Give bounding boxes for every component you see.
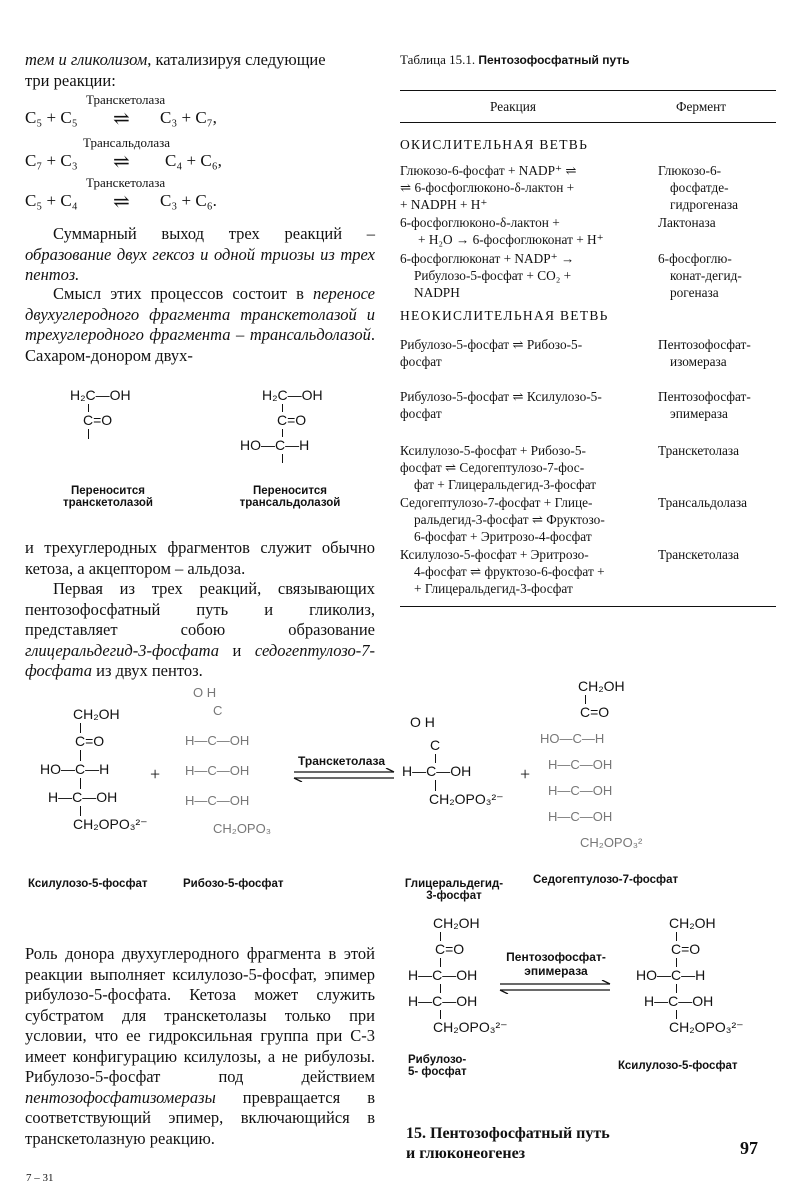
ox-3-r-1: Рибулозо-5-фосфат + CO₂ + bbox=[414, 268, 572, 283]
s1-sedo-l1: CH₂OH bbox=[578, 678, 625, 694]
ox-2-r-0: 6-фосфоглюконо-δ-лактон + bbox=[400, 215, 560, 230]
fragment-a-structure bbox=[70, 387, 131, 439]
ox-1-r-1: ⇌ 6-фосфоглюконо-δ-лактон + bbox=[400, 180, 575, 195]
fragment-b-caption1: Переносится bbox=[253, 485, 327, 497]
role-paragraph bbox=[25, 944, 375, 1149]
section-oxidative: ОКИСЛИТЕЛЬНАЯ ВЕТВЬ bbox=[400, 137, 589, 152]
reaction-1-right: C₃ + C₇, bbox=[160, 108, 217, 127]
reaction-1-arrow: ⇌ bbox=[113, 108, 130, 130]
chapter-heading-line2: и глюконеогенез bbox=[406, 1145, 526, 1162]
s1-ribose-structure bbox=[185, 684, 271, 838]
meaning-paragraph bbox=[25, 284, 375, 366]
first-reaction-paragraph bbox=[25, 579, 375, 682]
s2-ribu-l1: CH₂OH bbox=[433, 915, 480, 931]
table-title-name: Пентозофосфатный путь bbox=[478, 53, 630, 67]
s2-xylu-l2: C=O bbox=[671, 941, 701, 957]
s1-xylu-l4: H—C—OH bbox=[48, 789, 118, 805]
nonox-5-r-0: Ксилулозо-5-фосфат + Эритрозо- bbox=[400, 547, 589, 562]
nonox-row-2-enzyme bbox=[658, 388, 751, 422]
nonox-row-5-enzyme bbox=[658, 546, 739, 563]
intro-rest: , катализируя следующие bbox=[147, 50, 326, 69]
role-tail: превращается в соответствующий эпимер, включающийся в транскетолазную реакцию. bbox=[25, 1087, 375, 1148]
table-bottom-rule bbox=[400, 606, 776, 607]
ox-row-1-enzyme bbox=[658, 162, 738, 213]
s1-gap-l4: CH₂OPO₃²⁻ bbox=[429, 791, 504, 807]
s1-sedo-l3: HO—C—H bbox=[540, 731, 605, 746]
summary-paragraph bbox=[25, 224, 375, 286]
reaction-2-right: C₄ + C₆, bbox=[165, 151, 222, 170]
s1-sedo-l2: C=O bbox=[580, 704, 610, 720]
s2-enzyme-label bbox=[500, 950, 612, 978]
first-italic-1: глицеральдегид-3-фосфата bbox=[25, 640, 219, 660]
fragment-a-caption2: транскетолазой bbox=[63, 497, 153, 509]
s1-gap-l1: O H bbox=[410, 714, 435, 730]
reaction-2-left: C₇ + C₃ bbox=[25, 151, 78, 170]
nonox-5-e-0: Транскетолаза bbox=[658, 547, 740, 562]
ox-row-3-enzyme bbox=[658, 250, 742, 301]
fragment-a-caption1: Переносится bbox=[71, 485, 145, 497]
nonox-row-2-reaction bbox=[400, 388, 650, 422]
ox-1-r-2: + NADPH + H⁺ bbox=[400, 197, 488, 212]
s1-sedo-l4: H—C—OH bbox=[548, 757, 613, 772]
s1-plus-1: + bbox=[150, 764, 161, 784]
first-and: и bbox=[219, 640, 255, 660]
s1-sedo-structure bbox=[540, 678, 642, 851]
s2-xylu-l5: CH₂OPO₃²⁻ bbox=[669, 1019, 744, 1035]
nonox-row-5-reaction bbox=[400, 546, 650, 597]
s2-equilibrium-arrow-icon bbox=[498, 980, 614, 994]
s1-gap-caption2: 3-фосфат bbox=[426, 890, 482, 902]
table-header-enzyme: Фермент bbox=[676, 99, 727, 114]
reaction-2-arrow: ⇌ bbox=[113, 151, 130, 173]
s2-ribu-l3: H—C—OH bbox=[408, 967, 478, 983]
s2-ribu-l2: C=O bbox=[435, 941, 465, 957]
ox-1-e-2: гидрогеназа bbox=[670, 197, 738, 212]
s1-ribose-l1: O H bbox=[193, 685, 217, 700]
intro-line2: три реакции: bbox=[25, 70, 116, 90]
nonox-2-e-0: Пентозофосфат- bbox=[658, 389, 751, 404]
nonox-3-r-0: Ксилулозо-5-фосфат + Рибозо-5- bbox=[400, 443, 586, 458]
nonox-row-3-enzyme bbox=[658, 442, 739, 459]
reaction-3-right: C₃ + C₆. bbox=[160, 191, 217, 210]
fragment-b-line3: HO—C—H bbox=[240, 437, 310, 453]
s2-xylu-l1: CH₂OH bbox=[669, 915, 716, 931]
s2-ribulose-structure bbox=[400, 915, 508, 1036]
page-number: 97 bbox=[740, 1138, 758, 1158]
nonox-1-r-1: фосфат bbox=[400, 354, 442, 369]
fragment-b-structure bbox=[240, 387, 323, 463]
s1-xylu-l2: C=O bbox=[75, 733, 105, 749]
s1-xylulose-structure bbox=[40, 706, 148, 833]
fragment-a-line2: C=O bbox=[83, 412, 113, 428]
s1-gap-l3: H—C—OH bbox=[402, 763, 472, 779]
ox-3-r-0: 6-фосфоглюконат + NADP⁺ → bbox=[400, 251, 575, 266]
fragment-a-line1: H₂C—OH bbox=[70, 387, 131, 403]
s1-xylu-l3: HO—C—H bbox=[40, 761, 110, 777]
nonox-4-r-1: ральдегид-3-фосфат ⇌ Фруктозо- bbox=[414, 512, 605, 527]
reaction-1-left: C₅ + C₅ bbox=[25, 108, 78, 127]
table-header-rule bbox=[400, 122, 776, 123]
s2-xylulose-structure bbox=[636, 915, 744, 1036]
nonox-5-r-1: 4-фосфат ⇌ фруктозо-6-фосфат + bbox=[414, 564, 605, 579]
s1-gap-l2: C bbox=[430, 737, 441, 753]
intro-paragraph bbox=[25, 50, 375, 91]
s2-xylu-l4: H—C—OH bbox=[644, 993, 714, 1009]
nonox-row-1-reaction bbox=[400, 336, 650, 370]
nonox-5-r-2: + Глицеральдегид-3-фосфат bbox=[414, 581, 573, 596]
nonox-row-4-enzyme bbox=[658, 494, 747, 511]
reaction-3-left: C₅ + C₄ bbox=[25, 191, 78, 210]
s1-sedo-l7: CH₂OPO₃² bbox=[580, 835, 643, 850]
s2-xylu-l3: HO—C—H bbox=[636, 967, 706, 983]
nonox-3-r-2: фат + Глицеральдегид-3-фосфат bbox=[414, 477, 597, 492]
nonox-row-1-enzyme bbox=[658, 336, 751, 370]
s2-enzyme-line2: эпимераза bbox=[524, 964, 588, 978]
s1-sedo-l5: H—C—OH bbox=[548, 783, 613, 798]
ox-1-e-0: Глюкозо-6- bbox=[658, 163, 722, 178]
reaction-3-arrow: ⇌ bbox=[113, 191, 130, 213]
ox-3-e-1: конат-дегид- bbox=[670, 268, 742, 283]
ox-2-e-0: Лактоназа bbox=[658, 215, 716, 230]
nonox-2-r-1: фосфат bbox=[400, 406, 442, 421]
ox-3-e-2: рогеназа bbox=[670, 285, 719, 300]
nonox-2-e-1: эпимераза bbox=[670, 406, 728, 421]
fragment-a-caption bbox=[58, 485, 158, 509]
ox-row-1-reaction bbox=[400, 162, 650, 213]
fragment-b-caption bbox=[225, 485, 355, 509]
s2-xylulose-caption: Ксилулозо-5-фосфат bbox=[618, 1060, 738, 1072]
s1-ribose-l3: H—C—OH bbox=[185, 733, 250, 748]
nonox-row-3-reaction bbox=[400, 442, 650, 493]
ox-3-e-0: 6-фосфоглю- bbox=[658, 251, 732, 266]
s1-xylu-l5: CH₂OPO₃²⁻ bbox=[73, 816, 148, 832]
nonox-1-r-0: Рибулозо-5-фосфат ⇌ Рибозо-5- bbox=[400, 337, 583, 352]
s2-ribu-caption2: 5- фосфат bbox=[408, 1066, 467, 1078]
s1-ribose-l5: H—C—OH bbox=[185, 793, 250, 808]
reaction-3-enzyme: Транскетолаза bbox=[86, 175, 166, 190]
nonox-4-r-2: 6-фосфат + Эритрозо-4-фосфат bbox=[414, 529, 592, 544]
s1-gap-structure bbox=[402, 714, 504, 808]
continuation-paragraph: и трехуглеродных фрагментов служит обычно кетоза, а акцептором – альдоза. bbox=[25, 538, 375, 578]
first-tail: из двух пентоз. bbox=[92, 661, 203, 680]
role-italic: пентозофосфатизомеразы bbox=[25, 1087, 216, 1107]
fragment-b-caption2: трансальдолазой bbox=[239, 497, 341, 509]
chapter-heading-line1: 15. Пентозофосфатный путь bbox=[406, 1125, 610, 1142]
ox-2-r-1: + H₂O → 6-фосфоглюконат + H⁺ bbox=[418, 232, 604, 247]
nonox-4-e-0: Трансальдолаза bbox=[658, 495, 747, 510]
intro-italic: тем и гликолизом bbox=[25, 50, 148, 69]
s1-ribose-l2: C bbox=[213, 703, 223, 718]
nonox-3-e-0: Транскетолаза bbox=[658, 443, 740, 458]
nonox-1-e-0: Пентозофосфат- bbox=[658, 337, 751, 352]
s1-xylu-l1: CH₂OH bbox=[73, 706, 120, 722]
ox-row-2-enzyme bbox=[658, 214, 716, 231]
fragment-b-line2: C=O bbox=[277, 412, 307, 428]
s2-ribulose-caption bbox=[408, 1054, 467, 1078]
s1-enzyme-label: Транскетолаза bbox=[298, 754, 385, 768]
s2-ribu-l5: CH₂OPO₃²⁻ bbox=[433, 1019, 508, 1035]
s1-gap-caption1: Глицеральдегид- bbox=[404, 878, 504, 890]
summary-italic: образование двух гексоз и одной триозы из трех пентоз. bbox=[25, 244, 375, 284]
nonox-3-r-1: фосфат ⇌ Седогептулозо-7-фос- bbox=[400, 460, 585, 475]
s1-ribose-caption: Рибозо-5-фосфат bbox=[183, 878, 284, 890]
ox-row-3-reaction bbox=[400, 250, 650, 301]
table-title bbox=[400, 52, 630, 68]
ox-1-r-0: Глюкозо-6-фосфат + NADP⁺ ⇌ bbox=[400, 163, 577, 178]
nonox-row-4-reaction bbox=[400, 494, 650, 545]
meaning-text: Смысл этих процессов состоит в bbox=[53, 284, 313, 303]
summary-text: Суммарный выход трех реакций – bbox=[53, 224, 375, 243]
fragment-b-line1: H₂C—OH bbox=[262, 387, 323, 403]
s1-xylulose-caption: Ксилулозо-5-фосфат bbox=[28, 878, 148, 890]
table-header-reaction: Реакция bbox=[490, 99, 536, 114]
s1-plus-2: + bbox=[520, 764, 531, 784]
reaction-2-enzyme: Трансальдолаза bbox=[83, 135, 171, 150]
meaning-italic: переносе двухуглеродного фрагмента транскетолазой и трехуглеродного фрагмента – трансальдолазой bbox=[25, 284, 375, 344]
chapter-heading bbox=[406, 1124, 610, 1164]
s1-sedo-caption: Седогептулозо-7-фосфат bbox=[533, 874, 679, 886]
s1-equilibrium-arrow-icon bbox=[292, 768, 398, 782]
role-text: Роль донора двухуглеродного фрагмента в этой реакции выполняет ксилулозо-5-фосфат, эпимер рибулозо-5-фосфата. Кетоза может служить субстратом для транскетолазы только при условии, что ее гидроксильная группа при C-3 имеет конфигурацию ксилулозы, а не рибулозы. Рибулозо-5-фосфат под действием bbox=[25, 944, 375, 1086]
s2-ribu-caption1: Рибулозо- bbox=[408, 1054, 467, 1066]
s2-ribu-l4: H—C—OH bbox=[408, 993, 478, 1009]
nonox-2-r-0: Рибулозо-5-фосфат ⇌ Ксилулозо-5- bbox=[400, 389, 602, 404]
s1-gap-caption bbox=[398, 878, 510, 902]
nonox-4-r-0: Седогептулозо-7-фосфат + Глице- bbox=[400, 495, 593, 510]
reaction-1-enzyme: Транскетолаза bbox=[86, 92, 166, 107]
s1-ribose-l6: CH₂OPO₃ bbox=[213, 821, 272, 836]
nonox-1-e-1: изомераза bbox=[670, 354, 727, 369]
ox-row-2-reaction bbox=[400, 214, 650, 248]
ox-3-r-2: NADPH bbox=[414, 285, 460, 300]
table-title-prefix: Таблица 15.1. bbox=[400, 52, 476, 67]
first-italic-2: седогептулозо-7-фосфата bbox=[25, 640, 375, 680]
printer-signature: 7 – 31 bbox=[26, 1172, 54, 1184]
s2-enzyme-line1: Пентозофосфат- bbox=[506, 950, 606, 964]
table-top-rule bbox=[400, 90, 776, 91]
section-nonoxidative: НЕОКИСЛИТЕЛЬНАЯ ВЕТВЬ bbox=[400, 308, 609, 323]
ox-1-e-1: фосфатде- bbox=[670, 180, 729, 195]
s1-sedo-l6: H—C—OH bbox=[548, 809, 613, 824]
s1-ribose-l4: H—C—OH bbox=[185, 763, 250, 778]
meaning-tail: . Сахаром-донором двух- bbox=[25, 325, 375, 365]
first-text: Первая из трех реакций, связывающих пентозофосфатный путь и гликолиз, представляет собою образование bbox=[25, 579, 375, 639]
